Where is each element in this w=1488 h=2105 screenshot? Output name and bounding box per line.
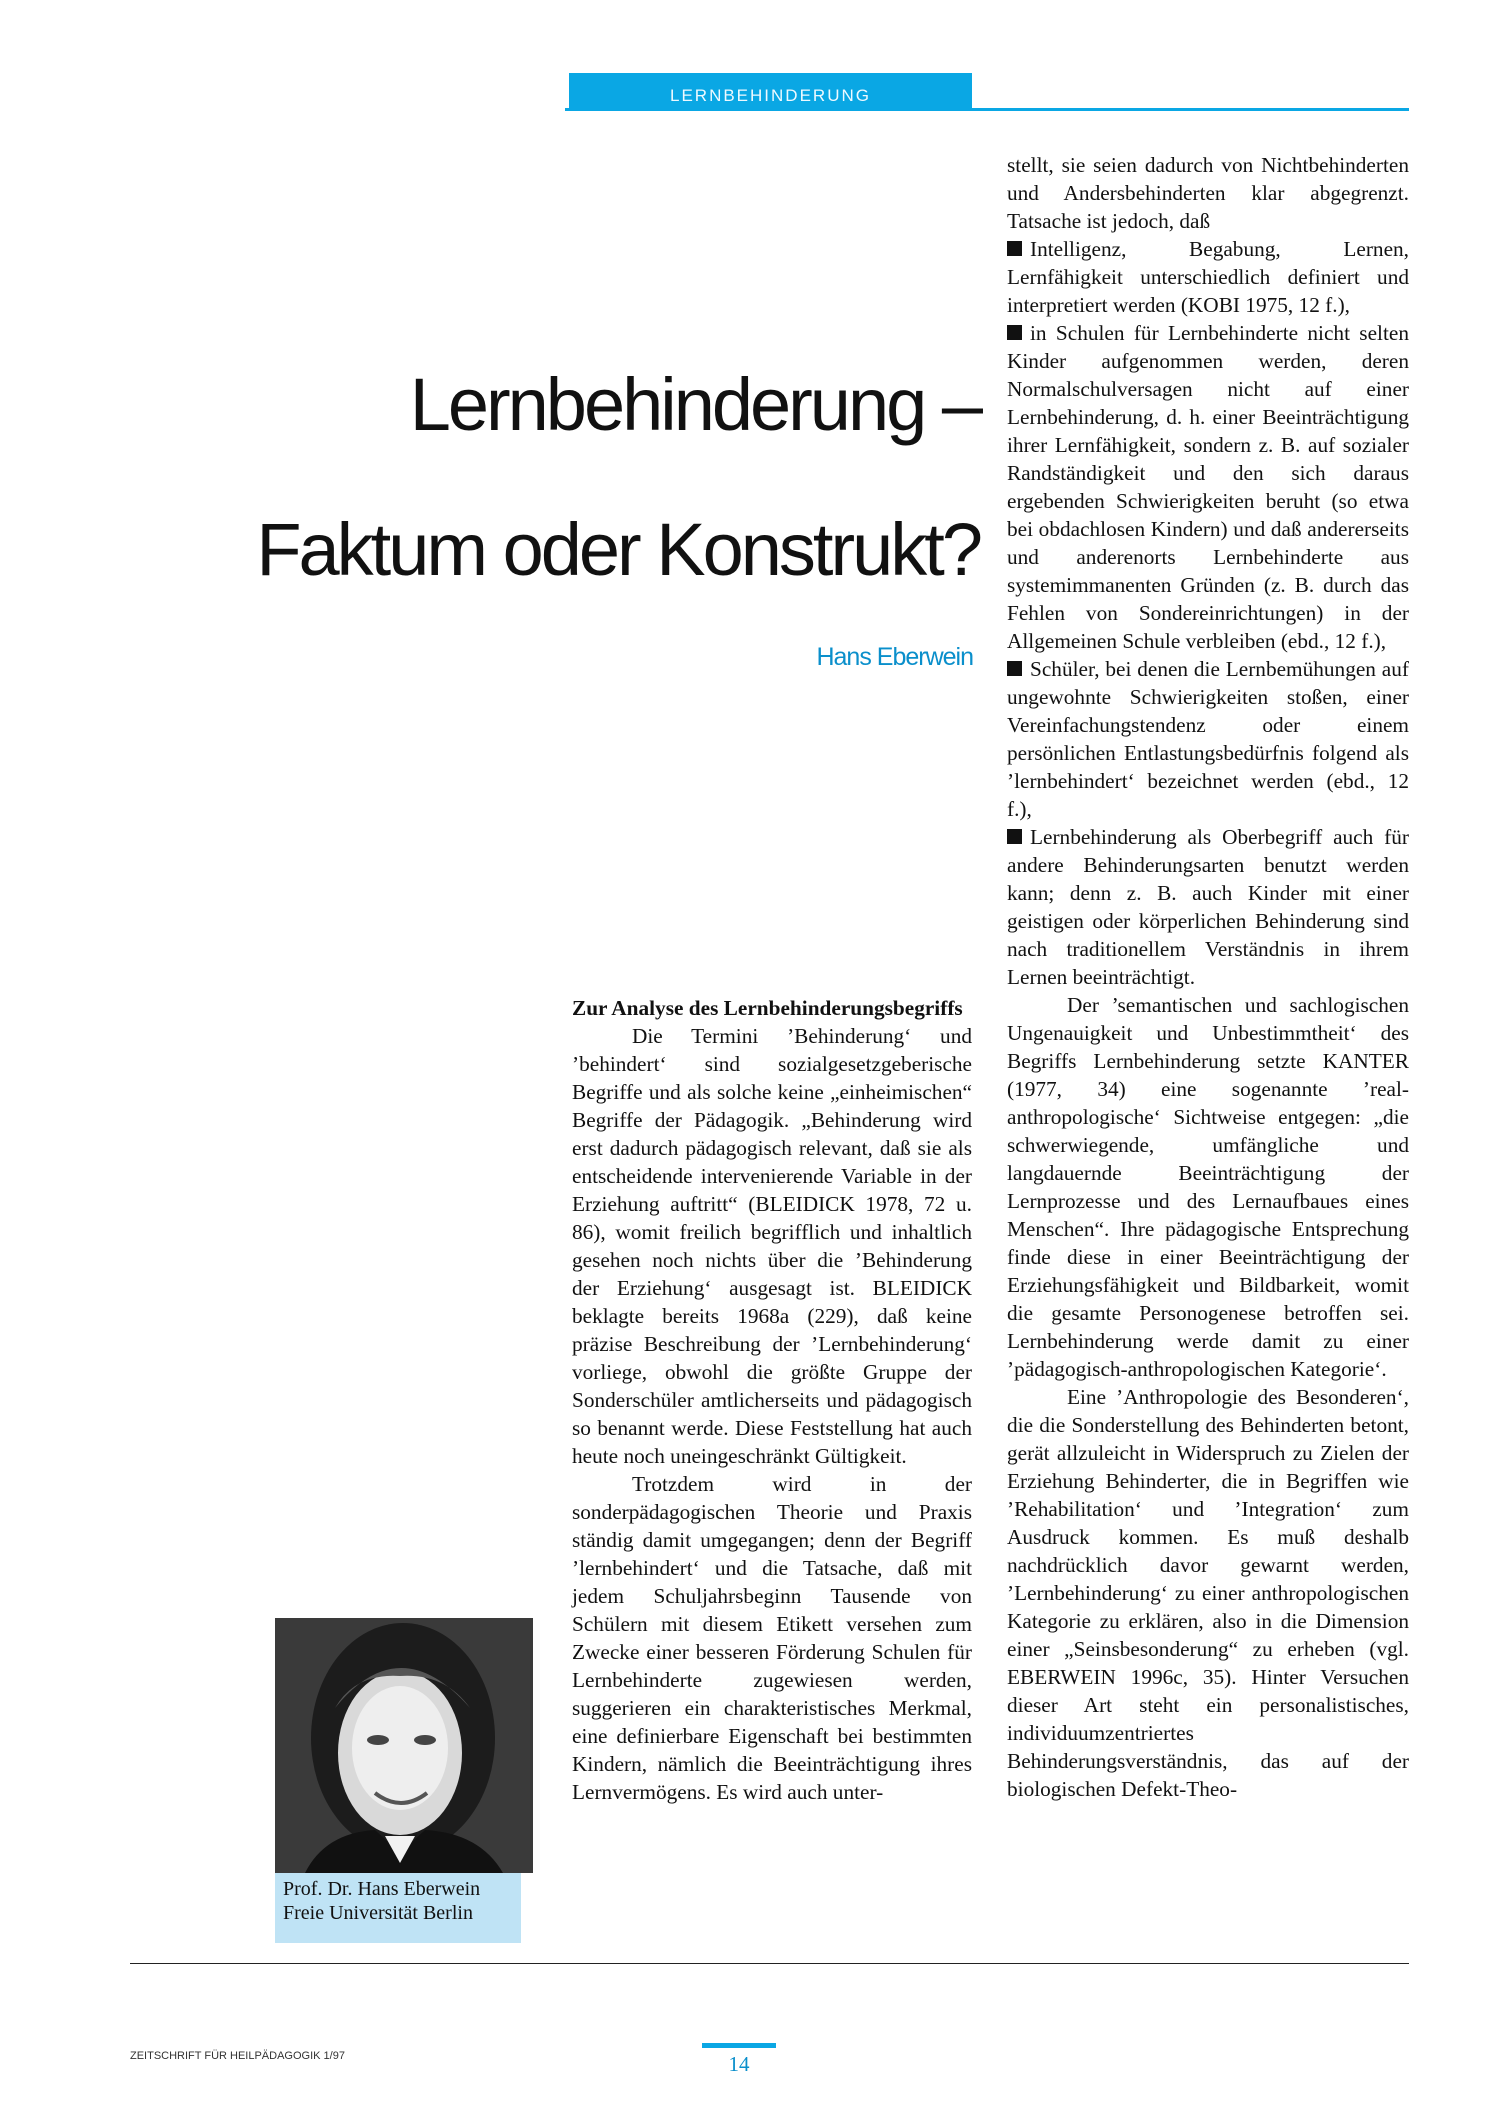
section-heading: Zur Analyse des Lernbehinderungsbegriffs (572, 996, 963, 1020)
photo-caption-line1: Prof. Dr. Hans Eberwein (283, 1878, 481, 1900)
bullet-item (1007, 823, 1409, 991)
body-paragraph: Die Termini ’Behinderung‘ und ’behindert‘ sind sozialgesetzgeberische Begriffe und als solche keine „einheimischen“ Begriffe der Pädagogik. „Behinderung wird erst dadurch pädagogisch relevant, daß sie als entscheidende intervenierende Variable in der Erziehung auftritt“ (BLEIDICK 1978, 72 u. 86), womit freilich begrifflich und inhaltlich gesehen noch nichts über die ’Behinderung der Erziehung‘ ausgesagt ist. BLEIDICK beklagte bereits 1968a (229), daß keine präzise Beschreibung der ’Lernbehinderung‘ vorliege, obwohl die größte Gruppe der Sonderschüler amtlicherseits und pädagogisch so benannt werde. Diese Feststellung hat auch heute noch uneingeschränkt Gültigkeit. (572, 1024, 972, 1468)
bullet-text: Lernbehinderung als Oberbegriff auch für andere Behinderungsarten benutzt werden kann; denn z. B. auch Kinder mit einer geistigen oder körperlichen Behinderung sind nach traditionellem Verständnis in ihrem Lernen beeinträchtigt. (1007, 825, 1409, 989)
bullet-item (1007, 235, 1409, 319)
article-title-line2: Faktum oder Konstrukt? (256, 508, 980, 591)
bullet-text: Intelligenz, Begabung, Lernen, Lernfähigkeit unterschiedlich definiert und interpretiert werden (KOBI 1975, 12 f.), (1007, 237, 1409, 317)
body-paragraph: Der ’semantischen und sachlogischen Ungenauigkeit und Unbestimmtheit‘ des Begriffs Lernbehinderung setzte KANTER (1977, 34) eine sogenannte ’real-anthropologische‘ Sichtweise entgegen: „die schwerwiegende, umfängliche und langdauernde Beeinträchtigung der Lernprozesse und des Lernaufbaues eines Menschen“. Ihre pädagogische Entsprechung finde diese in einer Beeinträchtigung der Erziehungsfähigkeit und Bildbarkeit, womit die gesamte Personogenese betroffen sei. Lernbehinderung werde damit zu einer ’pädagogisch-anthropologischen Kategorie‘. (1007, 993, 1409, 1381)
author-portrait-photo (275, 1618, 533, 1873)
bullet-item (1007, 655, 1409, 823)
running-header-section: LERNBEHINDERUNG (569, 73, 972, 109)
body-paragraph: stellt, sie seien dadurch von Nichtbehinderten und Andersbehinderten klar abgegrenzt. Tatsache ist jedoch, daß (1007, 153, 1409, 233)
article-author: Hans Eberwein (816, 643, 973, 671)
photo-caption-line2: Freie Universität Berlin (283, 1902, 473, 1924)
page-number-bar (702, 2043, 776, 2048)
header-rule (565, 108, 1409, 111)
middle-column (572, 994, 972, 1806)
square-bullet-icon (1007, 241, 1022, 256)
right-column (1007, 151, 1409, 1803)
article-title-line1: Lernbehinderung – (409, 363, 980, 446)
body-paragraph: Eine ’Anthropologie des Besonderen‘, die die Sonderstellung des Behinderten betont, gerät allzuleicht in Widerspruch zu Zielen der Erziehung Behinderter, die in Begriffen wie ’Rehabilitation‘ und ’Integration‘ zum Ausdruck kommen. Es muß deshalb nachdrücklich davor gewarnt werden, ’Lernbehinderung‘ zu einer anthropologischen Kategorie zu erklären, also in die Dimension einer „Seinsbesonderung“ zu erheben (vgl. EBERWEIN 1996c, 35). Hinter Versuchen dieser Art steht ein personalistisches, individuumzentriertes Behinderungsverständnis, das auf der biologischen Defekt-Theo- (1007, 1385, 1409, 1801)
bullet-text: in Schulen für Lernbehinderte nicht selten Kinder aufgenommen werden, deren Normalschulversagen nicht auf einer Lernbehinderung, d. h. einer Beeinträchtigung ihrer Lernfähigkeit, sondern z. B. auf sozialer Randständigkeit und den sich daraus ergebenden Schwierigkeiten beruht (so etwa bei obdachlosen Kindern) und daß andererseits und anderenorts Lernbehinderte aus systemimmanenten Gründen (z. B. durch das Fehlen von Sondereinrichtungen) in der Allgemeinen Schule verbleiben (ebd., 12 f.), (1007, 321, 1409, 653)
body-paragraph: Trotzdem wird in der sonderpädagogischen Theorie und Praxis ständig damit umgegangen; denn der Begriff ’lernbehindert‘ und die Tatsache, daß mit jedem Schuljahrsbeginn Tausende von Schülern mit diesem Etikett versehen zum Zwecke einer besseren Förderung Schulen für Lernbehinderte zugewiesen werden, suggerieren ein charakteristisches Merkmal, eine definierbare Eigenschaft bei bestimmten Kindern, nämlich die Beeinträchtigung ihres Lernvermögens. Es wird auch unter- (572, 1472, 972, 1804)
footer-journal-name: ZEITSCHRIFT FÜR HEILPÄDAGOGIK 1/97 (130, 2050, 345, 2062)
square-bullet-icon (1007, 829, 1022, 844)
photo-caption (275, 1873, 521, 1943)
footer-rule (130, 1963, 1409, 1964)
page-number: 14 (728, 2052, 750, 2076)
square-bullet-icon (1007, 325, 1022, 340)
bullet-text: Schüler, bei denen die Lernbemühungen auf ungewohnte Schwierigkeiten stoßen, einer Vereinfachungstendenz oder einem persönlichen Entlastungsbedürfnis folgend als ’lernbehindert‘ bezeichnet werden (ebd., 12 f.), (1007, 657, 1409, 821)
square-bullet-icon (1007, 661, 1022, 676)
bullet-item (1007, 319, 1409, 655)
